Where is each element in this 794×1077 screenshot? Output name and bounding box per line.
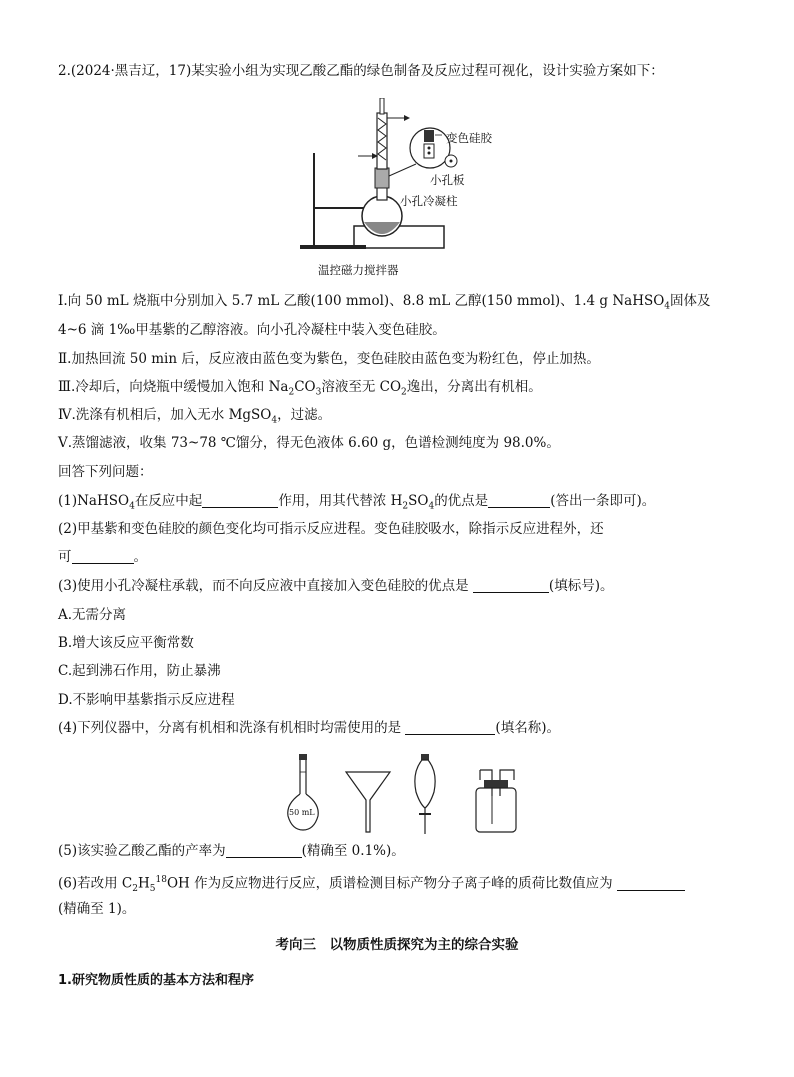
flask-volume-label: 50 mL	[289, 808, 315, 817]
volumetric-flask-icon	[284, 752, 324, 832]
option-d: D.不影响甲基紫指示反应进程	[58, 692, 235, 708]
sub-question-1: (1)NaHSO$_4$在反应中起 作用，用其代替浓 $H_2SO_4$的优点是 (答出一条即可)。	[58, 493, 656, 512]
reflux-apparatus-figure	[300, 98, 500, 253]
answer-blank[interactable]	[488, 493, 550, 508]
funnel-icon	[344, 770, 392, 834]
label-perforated-plate: 小孔板	[430, 173, 465, 187]
sub-question-6-line-2: (精确至 1)。	[58, 901, 136, 917]
answer-blank[interactable]	[72, 549, 134, 564]
separatory-funnel-icon	[410, 752, 440, 836]
step-5: Ⅴ.蒸馏滤液，收集 73~78 ℃馏分，得无色液体 6.60 g，色谱检测纯度为 98.0%。	[58, 435, 560, 451]
answer-blank[interactable]	[202, 493, 278, 508]
sub-question-5: (5)该实验乙酸乙酯的产率为 (精确至 0.1%)。	[58, 843, 405, 859]
gas-washing-bottle-icon	[470, 768, 522, 834]
sub-question-2-line-2: 可 。	[58, 549, 147, 565]
sub-question-3: (3)使用小孔冷凝柱承载，而不向反应液中直接加入变色硅胶的优点是 (填标号)。	[58, 578, 614, 594]
answer-blank[interactable]	[405, 720, 495, 735]
sub-question-4: (4)下列仪器中，分离有机相和洗涤有机相时均需使用的是 (填名称)。	[58, 720, 560, 736]
option-c: C.起到沸石作用，防止暴沸	[58, 663, 221, 679]
section-title: 考向三 以物质性质探究为主的综合实验	[275, 937, 519, 953]
option-b: B.增大该反应平衡常数	[58, 635, 194, 651]
answer-blank[interactable]	[226, 843, 302, 858]
step-4: Ⅳ.洗涤有机相后，加入无水 MgSO$_4$，过滤。	[58, 407, 332, 426]
answer-blank[interactable]	[473, 578, 549, 593]
option-a: A.无需分离	[58, 607, 127, 623]
label-perforated-condenser: 小孔冷凝柱	[400, 194, 458, 208]
answer-blank[interactable]	[617, 876, 685, 891]
step-2: Ⅱ.加热回流 50 min 后，反应液由蓝色变为紫色，变色硅胶由蓝色变为粉红色，停止加热。	[58, 351, 600, 367]
sub-question-6-line-1: (6)若改用 $C_2H_5^{18}OH$ 作为反应物进行反应，质谱检测目标产物分子离子峰的质荷比数值应为	[58, 871, 685, 898]
step-1-line-2: 4~6 滴 1‰甲基紫的乙醇溶液。向小孔冷凝柱中装入变色硅胶。	[58, 322, 446, 338]
subsection-title: 1.研究物质性质的基本方法和程序	[58, 973, 254, 988]
label-color-changing-silica-gel: 变色硅胶	[446, 131, 492, 145]
step-3: Ⅲ.冷却后，向烧瓶中缓慢加入饱和 $Na_2CO_3$溶液至无 $CO_2$逸出，分离出有机相。	[58, 379, 542, 398]
step-1-line-1: Ⅰ.向 50 mL 烧瓶中分别加入 5.7 mL 乙酸(100 mmol)、8.8 mL 乙醇(150 mmol)、1.4 g NaHSO$_4$固体及	[58, 293, 711, 312]
label-magnetic-stirrer: 温控磁力搅拌器	[318, 263, 399, 277]
sub-question-2-line-1: (2)甲基紫和变色硅胶的颜色变化均可指示反应进程。变色硅胶吸水，除指示反应进程外，还	[58, 521, 604, 537]
question-intro: 2.(2024·黑吉辽，17)某实验小组为实现乙酸乙酯的绿色制备及反应过程可视化，设计实验方案如下：	[58, 63, 664, 79]
answer-prompt: 回答下列问题：	[58, 464, 153, 480]
